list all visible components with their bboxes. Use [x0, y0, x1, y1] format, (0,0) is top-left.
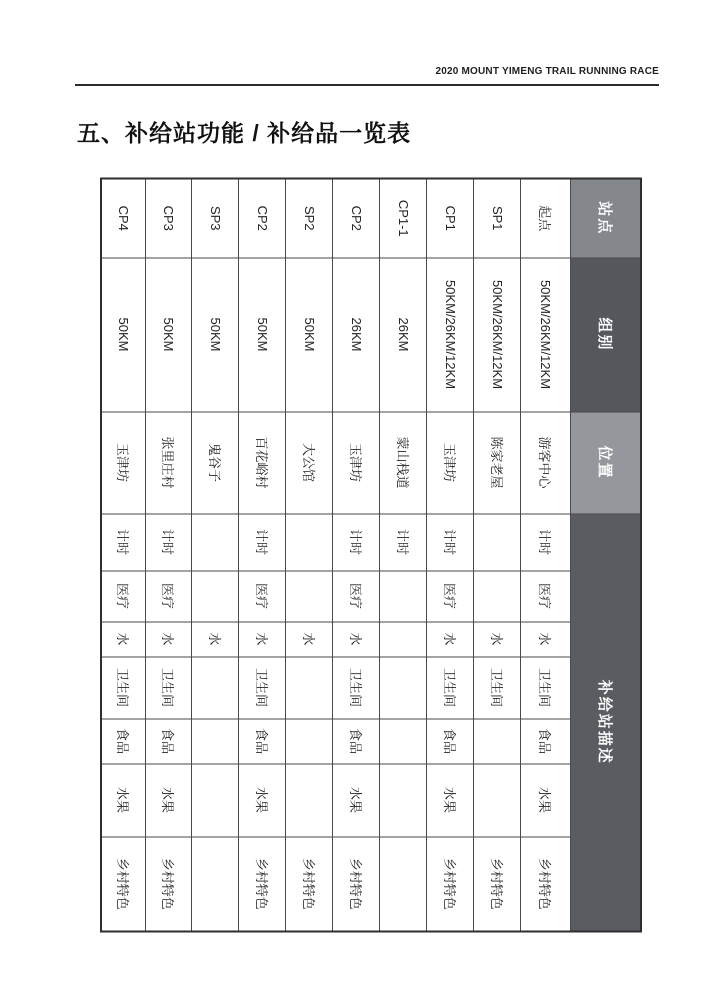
location-cell: 蒙山栈道	[380, 411, 427, 513]
group-cell: 26KM	[380, 257, 427, 411]
group-cell: 50KM/26KM/12KM	[521, 257, 571, 411]
service-cell: 卫生间	[521, 656, 571, 718]
header-row	[571, 178, 641, 931]
service-cell: 卫生间	[333, 656, 380, 718]
service-cell: 乡村特色	[101, 836, 146, 931]
station-cell: SP3	[192, 178, 239, 257]
service-cell: 乡村特色	[286, 836, 333, 931]
group-cell: 50KM/26KM/12KM	[427, 257, 474, 411]
station-cell: CP2	[239, 178, 286, 257]
service-cell: 乡村特色	[146, 836, 192, 931]
station-row	[333, 178, 380, 931]
station-cell: CP1	[427, 178, 474, 257]
service-cell: 卫生间	[101, 656, 146, 718]
header-location: 位置	[571, 411, 641, 513]
service-cell: 医疗	[521, 570, 571, 621]
service-cell: 水	[192, 621, 239, 656]
station-cell: SP1	[474, 178, 521, 257]
service-cell: 计时	[521, 513, 571, 570]
service-cell: 乡村特色	[427, 836, 474, 931]
page-header-text: 2020 MOUNT YIMENG TRAIL RUNNING RACE	[435, 66, 659, 77]
supply-station-table	[100, 177, 642, 932]
rotated-table-container	[102, 177, 642, 930]
service-cell: 卫生间	[427, 656, 474, 718]
header-divider	[75, 84, 659, 86]
service-cell: 食品	[427, 718, 474, 763]
service-cell: 医疗	[239, 570, 286, 621]
service-cell: 水	[521, 621, 571, 656]
service-cell	[380, 621, 427, 656]
service-cell: 水	[474, 621, 521, 656]
service-cell: 医疗	[101, 570, 146, 621]
service-cell	[474, 718, 521, 763]
station-row	[474, 178, 521, 931]
service-cell: 医疗	[427, 570, 474, 621]
service-cell	[286, 718, 333, 763]
service-cell: 水	[146, 621, 192, 656]
service-cell	[380, 656, 427, 718]
location-cell: 玉津坊	[427, 411, 474, 513]
service-cell: 计时	[427, 513, 474, 570]
service-cell: 食品	[239, 718, 286, 763]
service-cell: 食品	[146, 718, 192, 763]
service-cell: 计时	[101, 513, 146, 570]
location-cell: 大公馆	[286, 411, 333, 513]
station-row	[286, 178, 333, 931]
service-cell: 卫生间	[146, 656, 192, 718]
station-cell: CP2	[333, 178, 380, 257]
service-cell: 水	[427, 621, 474, 656]
location-cell: 鬼谷子	[192, 411, 239, 513]
service-cell: 水	[333, 621, 380, 656]
service-cell: 食品	[101, 718, 146, 763]
service-cell	[474, 763, 521, 836]
station-row	[101, 178, 146, 931]
service-cell: 水果	[333, 763, 380, 836]
service-cell	[474, 570, 521, 621]
service-cell: 乡村特色	[239, 836, 286, 931]
supply-table-zone	[102, 177, 642, 930]
location-cell: 张里庄村	[146, 411, 192, 513]
station-cell: CP3	[146, 178, 192, 257]
service-cell	[286, 513, 333, 570]
service-cell	[286, 763, 333, 836]
group-cell: 50KM	[286, 257, 333, 411]
service-cell: 食品	[521, 718, 571, 763]
service-cell	[192, 570, 239, 621]
service-cell: 水果	[239, 763, 286, 836]
header-station: 站点	[571, 178, 641, 257]
station-cell: SP2	[286, 178, 333, 257]
group-cell: 50KM/26KM/12KM	[474, 257, 521, 411]
service-cell: 乡村特色	[474, 836, 521, 931]
service-cell: 水果	[101, 763, 146, 836]
station-row	[192, 178, 239, 931]
station-row	[427, 178, 474, 931]
group-cell: 26KM	[333, 257, 380, 411]
header-description: 补给站描述	[571, 513, 641, 931]
service-cell: 医疗	[146, 570, 192, 621]
page-title: 五、补给站功能 / 补给品一览表	[77, 120, 412, 146]
service-cell	[380, 570, 427, 621]
service-cell	[380, 836, 427, 931]
header-group: 组别	[571, 257, 641, 411]
service-cell: 水	[239, 621, 286, 656]
service-cell	[192, 513, 239, 570]
group-cell: 50KM	[101, 257, 146, 411]
service-cell: 乡村特色	[333, 836, 380, 931]
service-cell: 水果	[427, 763, 474, 836]
location-cell: 玉津坊	[333, 411, 380, 513]
station-cell: CP1-1	[380, 178, 427, 257]
station-row	[239, 178, 286, 931]
service-cell: 乡村特色	[521, 836, 571, 931]
service-cell	[192, 656, 239, 718]
service-cell: 卫生间	[474, 656, 521, 718]
service-cell: 水果	[521, 763, 571, 836]
location-cell: 陈家老屋	[474, 411, 521, 513]
service-cell: 计时	[146, 513, 192, 570]
service-cell: 水果	[146, 763, 192, 836]
station-row	[380, 178, 427, 931]
service-cell	[474, 513, 521, 570]
station-rows	[101, 178, 571, 931]
service-cell	[192, 836, 239, 931]
station-row	[521, 178, 571, 931]
location-cell: 游客中心	[521, 411, 571, 513]
service-cell: 计时	[239, 513, 286, 570]
service-cell	[286, 570, 333, 621]
service-cell: 医疗	[333, 570, 380, 621]
service-cell: 食品	[333, 718, 380, 763]
group-cell: 50KM	[146, 257, 192, 411]
service-cell: 计时	[333, 513, 380, 570]
location-cell: 玉津坊	[101, 411, 146, 513]
group-cell: 50KM	[192, 257, 239, 411]
service-cell	[192, 718, 239, 763]
group-cell: 50KM	[239, 257, 286, 411]
location-cell: 百花峪村	[239, 411, 286, 513]
service-cell: 计时	[380, 513, 427, 570]
service-cell: 水	[101, 621, 146, 656]
service-cell: 水	[286, 621, 333, 656]
service-cell	[286, 656, 333, 718]
service-cell	[380, 718, 427, 763]
service-cell	[192, 763, 239, 836]
service-cell: 卫生间	[239, 656, 286, 718]
station-row	[146, 178, 192, 931]
station-cell: CP4	[101, 178, 146, 257]
station-cell: 起点	[521, 178, 571, 257]
service-cell	[380, 763, 427, 836]
